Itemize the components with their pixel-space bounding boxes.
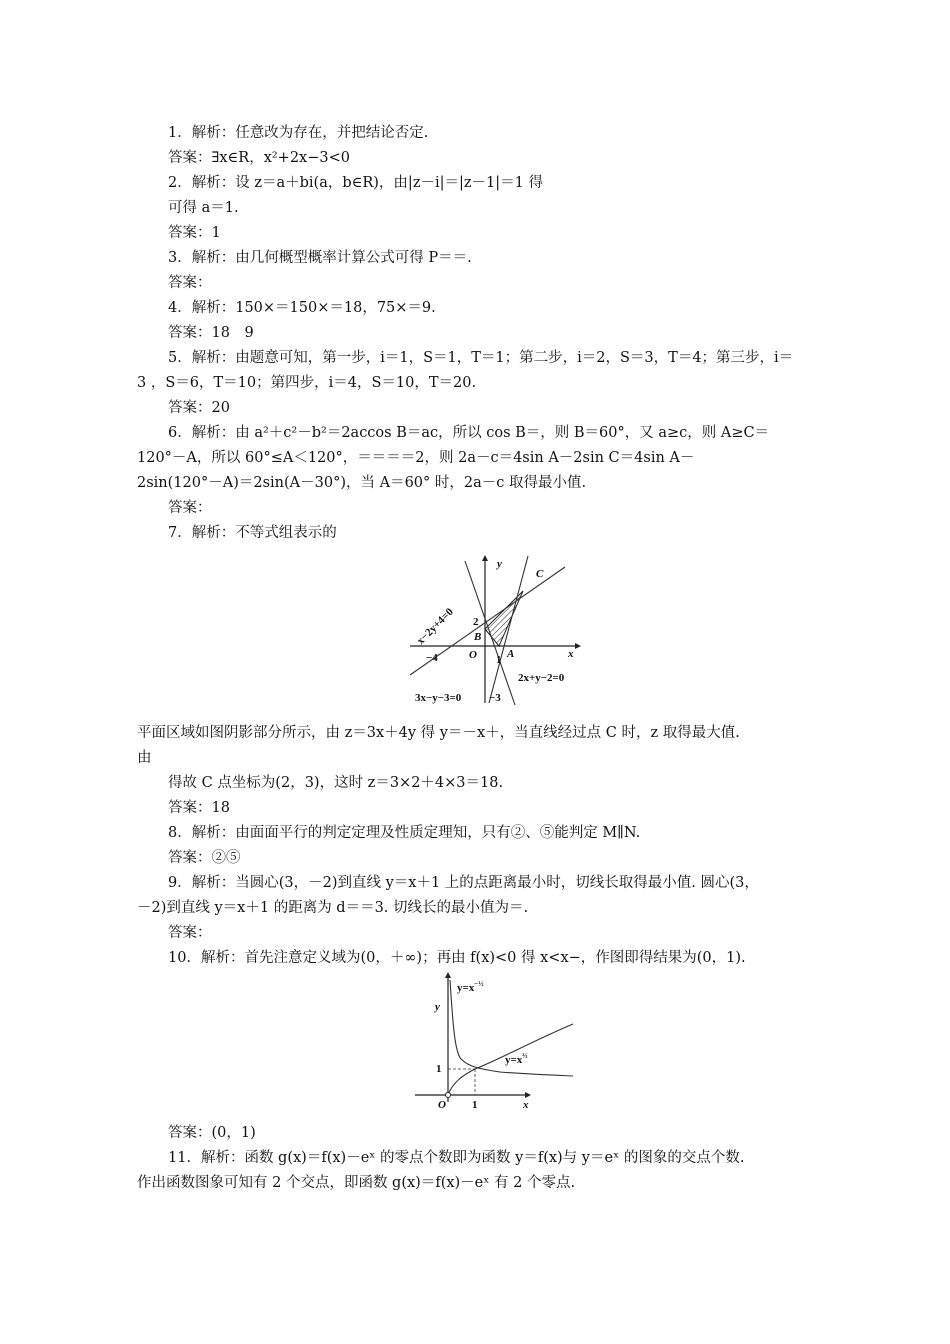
y-axis-arrow-icon xyxy=(445,972,451,978)
x-axis-arrow-icon xyxy=(575,643,581,649)
answer-line: 答案： xyxy=(168,500,212,516)
answer-line: 6．解析：由 a²＋c²－b²＝2accos B＝ac，所以 cos B＝，则 B＝60°，又 a≥c，则 A≥C＝ xyxy=(168,425,770,441)
answer-line: 答案：18 9 xyxy=(168,325,254,341)
x-axis-label: x xyxy=(568,648,574,660)
answer-line: 可得 a＝1. xyxy=(168,200,239,216)
answer-line: 答案：18 xyxy=(168,800,230,816)
answer-line: 1．解析：任意改为存在，并把结论否定. xyxy=(168,125,429,141)
tick-label: 1 xyxy=(472,1099,478,1111)
answer-line: 3．解析：由几何概型概率计算公式可得 P＝＝. xyxy=(168,250,472,266)
tick-label: −4 xyxy=(426,652,438,664)
answer-line: 4．解析：150×＝150×＝18，75×＝9. xyxy=(168,300,436,316)
x-axis-label: x xyxy=(523,1099,529,1111)
answer-line: 答案：1 xyxy=(168,225,221,241)
answer-line: 答案：(0，1) xyxy=(168,1125,256,1141)
line-label: 3x−y−3=0 xyxy=(415,692,462,704)
tick-label: 1 xyxy=(496,654,502,666)
line-label: x−2y+4=0 xyxy=(414,605,456,648)
y-axis-label: y xyxy=(497,558,502,570)
tick-label: 2 xyxy=(473,616,479,628)
line-label: 2x+y−2=0 xyxy=(518,672,565,684)
answer-line: 答案： xyxy=(168,275,212,291)
origin-label: O xyxy=(438,1099,446,1111)
answer-line: 2sin(120°－A)＝2sin(A－30°)，当 A＝60° 时，2a－c 取得最小值. xyxy=(137,475,587,491)
y-axis-label: y xyxy=(435,1001,440,1013)
answer-line: 120°－A，所以 60°≤A＜120°，＝＝＝＝2，则 2a－c＝4sin A－2sin C＝4sin A－ xyxy=(137,450,695,466)
answer-line: 答案：∃x∈R，x²+2x−3<0 xyxy=(168,150,350,166)
answer-line: 3 ，S＝6，T＝10；第四步，i＝4，S＝10，T＝20. xyxy=(137,375,477,391)
point-a-label: A xyxy=(507,648,515,660)
point-b-label: B xyxy=(474,631,482,643)
answer-line: 7．解析：不等式组表示的 xyxy=(168,525,337,541)
answer-line: 8．解析：由面面平行的判定定理及性质定理知，只有②、⑤能判定 M∥N. xyxy=(168,825,641,841)
answer-line: 答案： xyxy=(168,925,212,941)
answer-line: 2．解析：设 z＝a＋bi(a，b∈R)，由|z－i|＝|z－1|＝1 得 xyxy=(168,175,543,191)
feasible-region-figure xyxy=(405,553,585,717)
answer-line: －2)到直线 y＝x＋1 的距离为 d＝＝3. 切线长的最小值为＝. xyxy=(137,900,529,916)
answer-line: 9．解析：当圆心(3，－2)到直线 y＝x＋1 上的点距离最小时，切线长取得最小值. 圆心(3， xyxy=(168,875,759,891)
tick-label: −3 xyxy=(489,692,501,704)
answer-line: 由 xyxy=(137,750,152,766)
answer-line: 作出函数图象可知有 2 个交点，即函数 g(x)＝f(x)－eˣ 有 2 个零点. xyxy=(137,1175,576,1191)
tick-label: 1 xyxy=(436,1063,442,1075)
answer-line: 得故 C 点坐标为(2，3)，这时 z＝3×2＋4×3＝18. xyxy=(168,775,504,791)
answer-line: 答案：②⑤ xyxy=(168,850,241,866)
answer-line: 答案：20 xyxy=(168,400,230,416)
answer-line: 5．解析：由题意可知，第一步，i＝1，S＝1，T＝1；第二步，i＝2，S＝3，T＝4；第三步，i＝ xyxy=(168,350,794,366)
y-axis-arrow-icon xyxy=(482,555,488,561)
x-axis-arrow-icon xyxy=(525,1092,531,1098)
answer-line: 11．解析：函数 g(x)＝f(x)－eˣ 的零点个数即为函数 y＝f(x)与 y＝eˣ 的图象的交点个数. xyxy=(168,1150,745,1166)
power-function-figure xyxy=(405,972,585,1116)
answer-line: 10．解析：首先注意定义域为(0，＋∞)；再由 f(x)<0 得 x<x−，作图即得结果为(0，1). xyxy=(168,950,746,966)
answer-line: 平面区域如图阴影部分所示，由 z＝3x＋4y 得 y＝－x＋，当直线经过点 C 时，z 取得最大值. xyxy=(137,725,740,741)
origin-label: O xyxy=(469,649,477,661)
open-point xyxy=(446,1093,451,1098)
curve-label: $y=x^{\frac{2}{3}}$ xyxy=(505,1052,528,1066)
curve-label: $y=x^{-\frac{1}{2}}$ xyxy=(457,980,484,994)
point-c-label: C xyxy=(536,568,544,580)
